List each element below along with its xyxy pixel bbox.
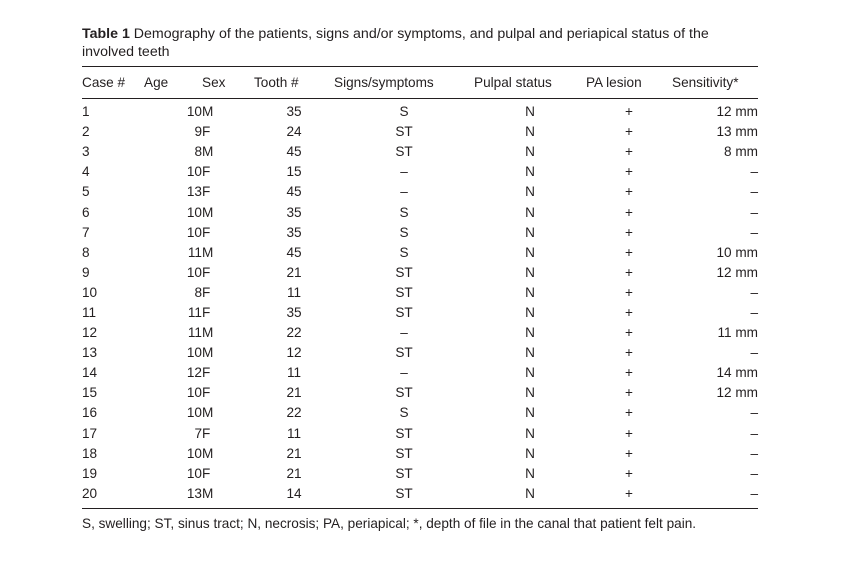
signs-cell: S [399,405,409,421]
signs-cell: ST [395,264,413,280]
column-header: Tooth # [254,75,299,90]
table-row [82,263,758,283]
sensitivity-cell: – [750,164,758,180]
tooth-cell: 21 [286,385,302,401]
table-row [82,223,758,243]
tooth-cell: 45 [286,244,302,260]
signs-cell: ST [395,124,413,140]
sex-cell: M [202,325,214,341]
column-header: Signs/symptoms [334,75,434,90]
table-caption-label: Table 1 [82,26,130,42]
case-cell: 20 [82,485,98,501]
age-cell: 10 [186,465,202,481]
pulpal-status-cell: N [525,244,535,260]
pa-lesion-cell: + [625,144,633,160]
table-row [82,303,758,323]
signs-cell: ST [395,284,413,300]
pulpal-status-cell: N [525,445,535,461]
signs-cell: S [399,244,409,260]
age-cell: 11 [187,325,202,341]
table-header-row [82,68,758,97]
sensitivity-cell: 14 mm [716,365,758,381]
table-row [82,343,758,363]
pa-lesion-cell: + [625,244,633,260]
signs-cell: – [400,325,408,341]
pulpal-status-cell: N [525,204,535,220]
table-bottom-rule [82,508,758,509]
table-row [82,283,758,303]
age-cell: 8 [194,144,202,160]
table-row [82,484,758,504]
sensitivity-cell: – [750,304,758,320]
tooth-cell: 11 [286,365,302,381]
signs-cell: – [400,365,408,381]
signs-cell: – [400,164,408,180]
pa-lesion-cell: + [625,224,633,240]
sex-cell: M [202,104,214,120]
sensitivity-cell: 12 mm [716,385,758,401]
pulpal-status-cell: N [525,405,535,421]
age-cell: 10 [186,164,202,180]
table-row [82,424,758,444]
age-cell: 10 [186,224,202,240]
case-cell: 11 [82,304,97,320]
sex-cell: M [202,405,214,421]
pulpal-status-cell: N [525,385,535,401]
pa-lesion-cell: + [625,204,633,220]
sensitivity-cell: – [750,405,758,421]
table-top-rule [82,66,758,67]
pulpal-status-cell: N [525,164,535,180]
pa-lesion-cell: + [625,465,633,481]
sensitivity-cell: – [750,465,758,481]
tooth-cell: 11 [286,425,302,441]
pa-lesion-cell: + [625,184,633,200]
case-cell: 6 [82,204,90,220]
pa-lesion-cell: + [625,325,633,341]
case-cell: 17 [82,425,98,441]
sensitivity-cell: – [750,284,758,300]
case-cell: 1 [82,104,90,120]
case-cell: 7 [82,224,90,240]
age-cell: 10 [186,204,202,220]
sex-cell: F [202,264,211,280]
case-cell: 14 [82,365,98,381]
signs-cell: ST [395,425,413,441]
age-cell: 10 [186,264,202,280]
tooth-cell: 14 [286,485,302,501]
tooth-cell: 11 [286,284,302,300]
tooth-cell: 22 [286,325,302,341]
sex-cell: F [202,284,211,300]
signs-cell: ST [395,445,413,461]
sex-cell: F [202,465,211,481]
table-row [82,464,758,484]
column-header: PA lesion [586,75,642,90]
tooth-cell: 35 [286,304,302,320]
patients-table [82,68,758,504]
sex-cell: F [202,365,211,381]
column-header: Age [144,75,169,90]
pulpal-status-cell: N [525,104,535,120]
column-header: Sex [202,75,226,90]
pa-lesion-cell: + [625,345,633,361]
sex-cell: M [202,244,214,260]
signs-cell: – [400,184,408,200]
age-cell: 11 [187,244,202,260]
table-row [82,97,758,122]
sensitivity-cell: – [750,425,758,441]
sensitivity-cell: – [750,485,758,501]
sensitivity-cell: – [750,224,758,240]
signs-cell: S [399,104,409,120]
case-cell: 18 [82,445,98,461]
tooth-cell: 45 [286,184,302,200]
age-cell: 8 [194,284,202,300]
age-cell: 12 [186,365,202,381]
case-cell: 3 [82,144,90,160]
sex-cell: F [202,124,211,140]
tooth-cell: 35 [286,104,302,120]
sensitivity-cell: – [750,204,758,220]
pulpal-status-cell: N [525,425,535,441]
sensitivity-cell: – [750,345,758,361]
pulpal-status-cell: N [525,224,535,240]
pa-lesion-cell: + [625,485,633,501]
signs-cell: ST [395,304,413,320]
signs-cell: ST [395,345,413,361]
age-cell: 9 [194,124,202,140]
pa-lesion-cell: + [625,385,633,401]
table-row [82,142,758,162]
pulpal-status-cell: N [525,144,535,160]
age-cell: 10 [186,405,202,421]
table-row [82,403,758,423]
pa-lesion-cell: + [625,264,633,280]
pa-lesion-cell: + [625,425,633,441]
pulpal-status-cell: N [525,264,535,280]
sex-cell: F [202,385,211,401]
pa-lesion-cell: + [625,124,633,140]
case-cell: 8 [82,244,90,260]
pulpal-status-cell: N [525,124,535,140]
pulpal-status-cell: N [525,284,535,300]
table-caption-text: Demography of the patients, signs and/or symptoms, and pulpal and periapical status of the involved teeth [82,26,709,60]
age-cell: 13 [186,184,202,200]
tooth-cell: 21 [286,264,302,280]
sex-cell: M [202,445,214,461]
case-cell: 2 [82,124,90,140]
pa-lesion-cell: + [625,304,633,320]
sensitivity-cell: – [750,445,758,461]
sensitivity-cell: 12 mm [716,104,758,120]
sex-cell: F [202,304,211,320]
tooth-cell: 21 [286,465,302,481]
tooth-cell: 12 [286,345,302,361]
case-cell: 16 [82,405,98,421]
tooth-cell: 15 [286,164,302,180]
pa-lesion-cell: + [625,445,633,461]
pa-lesion-cell: + [625,365,633,381]
case-cell: 9 [82,264,90,280]
sensitivity-cell: 8 mm [724,144,758,160]
column-header: Pulpal status [474,75,552,90]
signs-cell: ST [395,485,413,501]
sex-cell: M [202,144,214,160]
table-row [82,182,758,202]
sex-cell: F [202,164,211,180]
pulpal-status-cell: N [525,184,535,200]
case-cell: 4 [82,164,90,180]
pa-lesion-cell: + [625,405,633,421]
tooth-cell: 22 [286,405,302,421]
sensitivity-cell: 13 mm [716,124,758,140]
signs-cell: ST [395,385,413,401]
sensitivity-cell: – [750,184,758,200]
case-cell: 12 [82,325,98,341]
pulpal-status-cell: N [525,345,535,361]
case-cell: 13 [82,345,98,361]
sensitivity-cell: 12 mm [716,264,758,280]
tooth-cell: 45 [286,144,302,160]
age-cell: 13 [186,485,202,501]
pulpal-status-cell: N [525,304,535,320]
pulpal-status-cell: N [525,465,535,481]
tooth-cell: 24 [286,124,302,140]
case-cell: 15 [82,385,98,401]
table-row [82,122,758,142]
signs-cell: S [399,204,409,220]
age-cell: 10 [186,385,202,401]
signs-cell: ST [395,144,413,160]
table-body [82,97,758,504]
table-row [82,323,758,343]
sex-cell: F [202,184,211,200]
case-cell: 19 [82,465,98,481]
tooth-cell: 21 [286,445,302,461]
sex-cell: F [202,224,211,240]
pa-lesion-cell: + [625,164,633,180]
table-caption [82,25,762,61]
pulpal-status-cell: N [525,485,535,501]
sex-cell: M [202,485,214,501]
case-cell: 5 [82,184,90,200]
column-header: Sensitivity* [672,75,739,90]
column-header: Case # [82,75,126,90]
pulpal-status-cell: N [525,365,535,381]
table-row [82,162,758,182]
age-cell: 10 [186,445,202,461]
sensitivity-cell: 10 mm [716,244,758,260]
pulpal-status-cell: N [525,325,535,341]
age-cell: 10 [186,104,202,120]
tooth-cell: 35 [286,204,302,220]
pa-lesion-cell: + [625,104,633,120]
age-cell: 7 [194,425,202,441]
signs-cell: ST [395,465,413,481]
sex-cell: M [202,345,214,361]
age-cell: 10 [186,345,202,361]
sex-cell: M [202,204,214,220]
tooth-cell: 35 [286,224,302,240]
signs-cell: S [399,224,409,240]
table-row [82,243,758,263]
case-cell: 10 [82,284,98,300]
table-row [82,202,758,222]
table-footnote: S, swelling; ST, sinus tract; N, necrosis; PA, periapical; *, depth of file in the canal that patient felt pain. [82,516,697,531]
sensitivity-cell: 11 mm [717,325,758,341]
table-row [82,383,758,403]
sex-cell: F [202,425,211,441]
table-row [82,444,758,464]
pa-lesion-cell: + [625,284,633,300]
table-row [82,363,758,383]
age-cell: 11 [187,304,202,320]
